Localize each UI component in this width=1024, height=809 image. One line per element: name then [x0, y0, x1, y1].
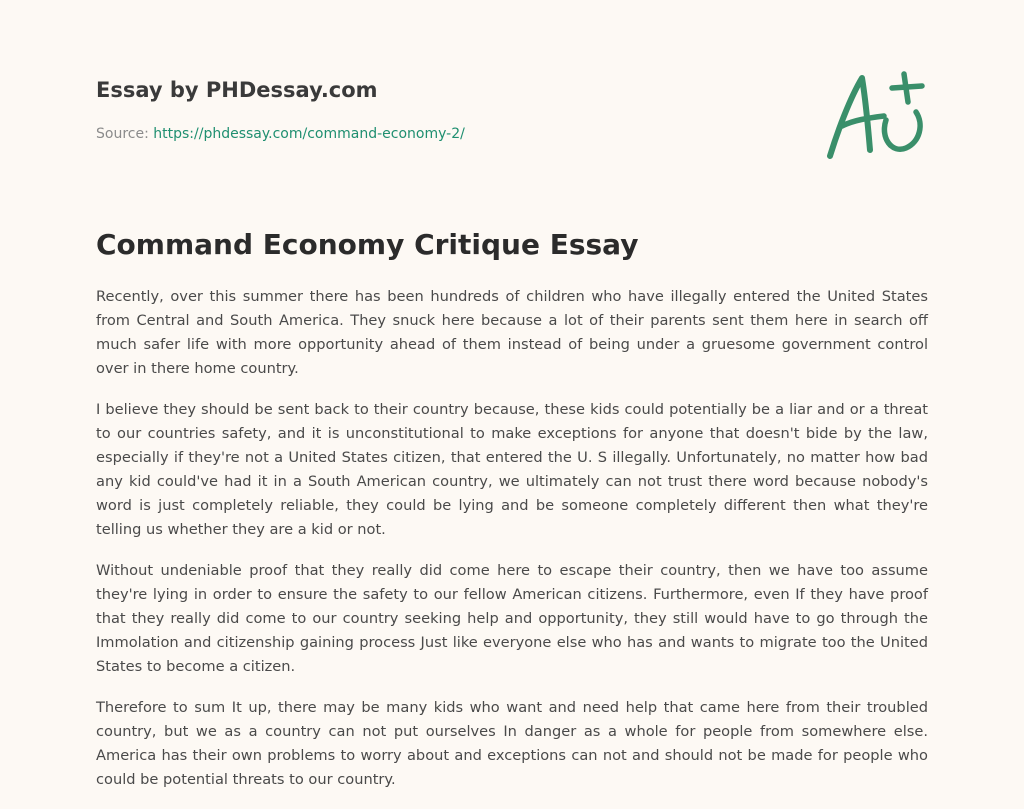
- source-link[interactable]: https://phdessay.com/command-economy-2/: [153, 126, 465, 142]
- brand-title: Essay by PHDessay.com: [96, 78, 378, 102]
- source-label: Source:: [96, 126, 149, 142]
- a-plus-grade-icon: [824, 68, 928, 164]
- essay-paragraph: I believe they should be sent back to their country because, these kids could potentially be a liar and or a threat to our countries safety, and it is unconstitutional to make exceptions for anyone that doesn't bide by the law, especially if they're not a United States citizen, that entered the U. S illegally. Unfortunately, no matter how bad any kid could've had it in a South American country, we ultimately can not trust there word because nobody's word is just completely reliable, they could be lying and be someone completely different then what they're telling us whether they are a kid or not.: [96, 401, 928, 538]
- essay-paragraph: Without undeniable proof that they really did come here to escape their country, then we have too assume they're lying in order to ensure the safety to our fellow American citizens. Furthermore, even If they have proof that they really did come to our country seeking help and opportunity, they still would have to go through the Immolation and citizenship gaining process Just like everyone else who has and wants to migrate too the United States to become a citizen.: [96, 562, 928, 675]
- logo-letter-a-crossbar: [842, 116, 884, 126]
- essay-paragraph: Recently, over this summer there has been hundreds of children who have illegally entered the United States from Central and South America. They snuck here because a lot of their parents sent them here in search off much safer life with more opportunity ahead of them instead of being under a gruesome government control over in there home country.: [96, 288, 928, 377]
- logo-swoosh: [884, 112, 920, 149]
- source-line: [96, 124, 796, 144]
- essay-paragraph: Therefore to sum It up, there may be many kids who want and need help that came here from their troubled country, but we as a country can not put ourselves In danger as a whole for people from somewhere else. America has their own problems to worry about and exceptions can not and should not be made for people who could be potential threats to our country.: [96, 699, 928, 788]
- logo-plus-horizontal: [892, 86, 922, 88]
- essay-body: [96, 285, 928, 809]
- page-header: [96, 76, 796, 144]
- essay-title: Command Economy Critique Essay: [96, 228, 639, 261]
